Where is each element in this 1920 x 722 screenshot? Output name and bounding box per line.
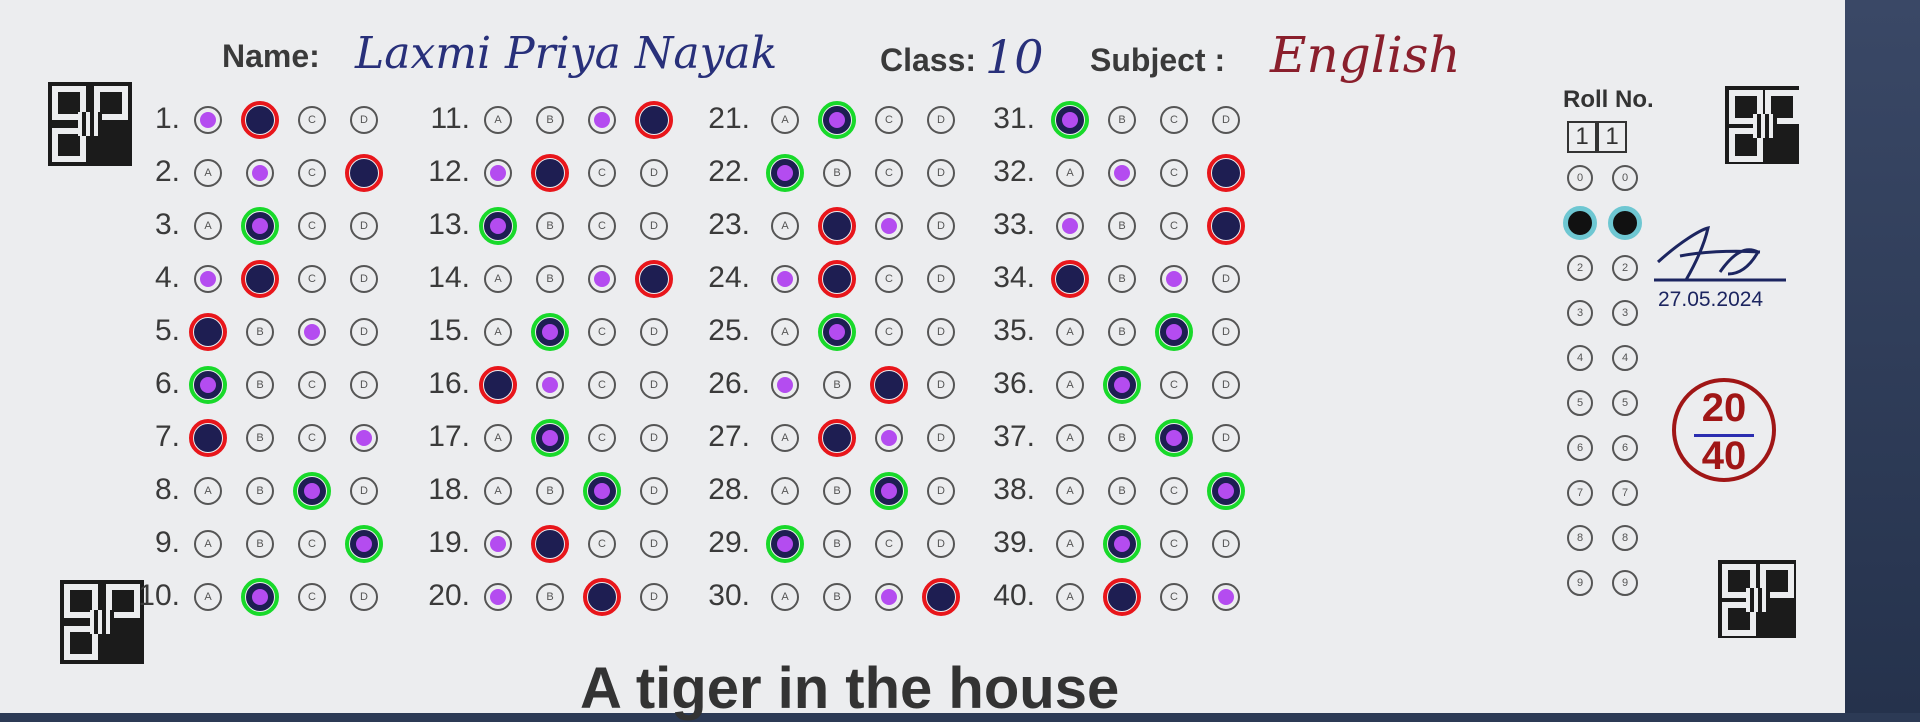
background-fabric <box>1845 0 1920 713</box>
correct-mark-ring <box>818 101 856 139</box>
question-number: 33. <box>993 208 1035 241</box>
answer-bubble[interactable]: A <box>194 212 222 240</box>
answer-bubble[interactable]: D <box>350 477 378 505</box>
roll-digit-bubble[interactable]: 0 <box>1567 165 1593 191</box>
answer-bubble[interactable]: B <box>536 583 564 611</box>
answer-bubble[interactable]: B <box>1108 265 1136 293</box>
answer-bubble[interactable]: A <box>1056 530 1084 558</box>
question-number: 1. <box>154 102 180 135</box>
answer-key-dot <box>881 430 897 446</box>
correct-mark-ring <box>241 207 279 245</box>
answer-bubble[interactable]: D <box>640 583 668 611</box>
answer-bubble[interactable]: D <box>640 212 668 240</box>
question-number: 34. <box>993 261 1035 294</box>
correct-mark-ring <box>766 154 804 192</box>
correct-mark-ring <box>345 525 383 563</box>
answer-bubble[interactable]: C <box>875 265 903 293</box>
class-value: 10 <box>985 30 1044 84</box>
correct-mark-ring <box>1103 366 1141 404</box>
answer-bubble[interactable]: B <box>1108 424 1136 452</box>
roll-number-label: Roll No. <box>1563 86 1654 113</box>
roll-digit-bubble[interactable]: 7 <box>1612 480 1638 506</box>
answer-bubble[interactable]: D <box>350 371 378 399</box>
answer-bubble[interactable]: A <box>194 583 222 611</box>
question-number: 40. <box>993 579 1035 612</box>
answer-bubble[interactable]: D <box>640 477 668 505</box>
answer-bubble[interactable]: D <box>1212 530 1240 558</box>
subject-value: English <box>1270 26 1461 84</box>
answer-key-dot <box>490 536 506 552</box>
answer-bubble[interactable]: C <box>298 106 326 134</box>
correct-mark-ring <box>583 472 621 510</box>
answer-bubble[interactable]: B <box>823 371 851 399</box>
answer-bubble[interactable]: D <box>350 212 378 240</box>
answer-bubble[interactable]: D <box>1212 371 1240 399</box>
answer-bubble[interactable]: B <box>823 477 851 505</box>
question-number: 31. <box>993 102 1035 135</box>
answer-key-dot <box>200 112 216 128</box>
score-stamp <box>1672 378 1776 482</box>
answer-bubble[interactable]: D <box>640 371 668 399</box>
wrong-mark-ring <box>818 207 856 245</box>
question-number: 16. <box>428 367 470 400</box>
answer-bubble[interactable]: C <box>588 212 616 240</box>
correct-mark-ring <box>293 472 331 510</box>
answer-bubble[interactable]: A <box>194 477 222 505</box>
footer-title: A tiger in the house <box>580 656 1120 721</box>
answer-bubble[interactable]: D <box>927 318 955 346</box>
answer-bubble[interactable]: A <box>484 424 512 452</box>
answer-bubble[interactable]: A <box>1056 477 1084 505</box>
question-number: 36. <box>993 367 1035 400</box>
wrong-mark-ring <box>870 366 908 404</box>
answer-bubble[interactable]: C <box>1160 371 1188 399</box>
answer-bubble[interactable]: B <box>246 371 274 399</box>
answer-bubble[interactable]: D <box>927 371 955 399</box>
answer-bubble[interactable]: D <box>927 159 955 187</box>
answer-bubble[interactable]: A <box>484 265 512 293</box>
question-number: 29. <box>708 526 750 559</box>
question-number: 27. <box>708 420 750 453</box>
answer-key-dot <box>356 430 372 446</box>
answer-bubble[interactable]: C <box>298 530 326 558</box>
answer-bubble[interactable]: C <box>1160 212 1188 240</box>
question-number: 10. <box>138 579 180 612</box>
answer-bubble[interactable]: C <box>588 318 616 346</box>
signature-date: 27.05.2024 <box>1658 288 1764 311</box>
answer-bubble[interactable]: A <box>771 106 799 134</box>
answer-key-dot <box>1114 165 1130 181</box>
wrong-mark-ring <box>1207 154 1245 192</box>
answer-bubble[interactable]: A <box>1056 583 1084 611</box>
question-number: 3. <box>154 208 180 241</box>
answer-bubble[interactable]: B <box>1108 212 1136 240</box>
answer-bubble[interactable]: C <box>588 159 616 187</box>
question-number: 24. <box>708 261 750 294</box>
answer-bubble[interactable]: B <box>1108 106 1136 134</box>
wrong-mark-ring <box>189 419 227 457</box>
name-value: Laxmi Priya Nayak <box>355 28 778 79</box>
question-number: 21. <box>708 102 750 135</box>
answer-key-dot <box>1062 218 1078 234</box>
wrong-mark-ring <box>241 101 279 139</box>
roll-digit-bubble[interactable]: 8 <box>1612 525 1638 551</box>
answer-bubble[interactable]: D <box>927 530 955 558</box>
answer-bubble[interactable]: B <box>536 212 564 240</box>
roll-digit-bubble[interactable]: 3 <box>1612 300 1638 326</box>
answer-bubble[interactable]: C <box>1160 530 1188 558</box>
question-number: 2. <box>154 155 180 188</box>
question-number: 35. <box>993 314 1035 347</box>
answer-bubble[interactable]: C <box>298 583 326 611</box>
answer-key-dot <box>490 165 506 181</box>
roll-digit-2: 1 <box>1597 121 1627 153</box>
roll-digit-bubble[interactable]: 2 <box>1612 255 1638 281</box>
wrong-mark-ring <box>1103 578 1141 616</box>
answer-bubble[interactable]: B <box>823 159 851 187</box>
question-number: 32. <box>993 155 1035 188</box>
answer-bubble[interactable]: C <box>875 106 903 134</box>
correct-mark-ring <box>479 207 517 245</box>
question-number: 6. <box>154 367 180 400</box>
question-number: 17. <box>428 420 470 453</box>
correct-mark-ring <box>1155 419 1193 457</box>
answer-bubble[interactable]: C <box>875 318 903 346</box>
question-number: 30. <box>708 579 750 612</box>
answer-bubble[interactable]: C <box>298 212 326 240</box>
question-number: 39. <box>993 526 1035 559</box>
answer-key-dot <box>542 377 558 393</box>
qr-code-top-right <box>1725 86 1799 164</box>
answer-bubble[interactable]: D <box>640 318 668 346</box>
roll-digit-bubble[interactable] <box>1563 206 1597 240</box>
wrong-mark-ring <box>1207 207 1245 245</box>
answer-bubble[interactable]: A <box>771 477 799 505</box>
answer-bubble[interactable]: D <box>640 530 668 558</box>
answer-bubble[interactable]: A <box>1056 424 1084 452</box>
question-number: 22. <box>708 155 750 188</box>
roll-digit-bubble[interactable]: 9 <box>1567 570 1593 596</box>
answer-bubble[interactable]: D <box>927 265 955 293</box>
wrong-mark-ring <box>818 419 856 457</box>
answer-bubble[interactable]: D <box>350 265 378 293</box>
answer-key-dot <box>594 271 610 287</box>
answer-bubble[interactable]: D <box>640 424 668 452</box>
answer-bubble[interactable]: D <box>1212 106 1240 134</box>
answer-bubble[interactable]: D <box>640 159 668 187</box>
roll-digit-bubble[interactable]: 5 <box>1567 390 1593 416</box>
correct-mark-ring <box>818 313 856 351</box>
question-number: 13. <box>428 208 470 241</box>
question-number: 11. <box>430 102 470 135</box>
answer-bubble[interactable]: A <box>771 583 799 611</box>
answer-key-dot <box>881 218 897 234</box>
answer-bubble[interactable]: C <box>588 530 616 558</box>
answer-bubble[interactable]: A <box>484 106 512 134</box>
roll-digit-bubble[interactable]: 6 <box>1567 435 1593 461</box>
roll-digit-bubble[interactable]: 0 <box>1612 165 1638 191</box>
roll-digit-bubble[interactable]: 5 <box>1612 390 1638 416</box>
correct-mark-ring <box>1207 472 1245 510</box>
answer-key-dot <box>777 377 793 393</box>
roll-digit-bubble[interactable]: 2 <box>1567 255 1593 281</box>
question-number: 38. <box>993 473 1035 506</box>
answer-bubble[interactable]: C <box>588 424 616 452</box>
answer-bubble[interactable]: D <box>350 106 378 134</box>
wrong-mark-ring <box>531 525 569 563</box>
correct-mark-ring <box>189 366 227 404</box>
answer-bubble[interactable]: B <box>246 530 274 558</box>
wrong-mark-ring <box>1051 260 1089 298</box>
answer-bubble[interactable]: C <box>875 159 903 187</box>
question-number: 15. <box>428 314 470 347</box>
correct-mark-ring <box>531 419 569 457</box>
answer-bubble[interactable]: C <box>1160 106 1188 134</box>
class-label: Class: <box>880 42 977 78</box>
question-number: 12. <box>428 155 470 188</box>
roll-digit-bubble[interactable]: 6 <box>1612 435 1638 461</box>
subject-label: Subject : <box>1090 42 1226 78</box>
question-number: 5. <box>154 314 180 347</box>
qr-code-bottom-right <box>1718 560 1796 638</box>
correct-mark-ring <box>1051 101 1089 139</box>
answer-key-dot <box>304 324 320 340</box>
wrong-mark-ring <box>635 260 673 298</box>
answer-bubble[interactable]: B <box>536 265 564 293</box>
answer-key-dot <box>881 589 897 605</box>
answer-bubble[interactable]: C <box>875 530 903 558</box>
answer-bubble[interactable]: D <box>927 106 955 134</box>
answer-key-dot <box>200 271 216 287</box>
question-number: 14. <box>428 261 470 294</box>
question-number: 37. <box>993 420 1035 453</box>
score-denominator: 40 <box>1701 434 1747 478</box>
answer-bubble[interactable]: D <box>1212 318 1240 346</box>
answer-bubble[interactable]: B <box>1108 477 1136 505</box>
answer-bubble[interactable]: C <box>1160 159 1188 187</box>
answer-bubble[interactable]: A <box>1056 371 1084 399</box>
answer-key-dot <box>777 271 793 287</box>
question-number: 20. <box>428 579 470 612</box>
roll-digit-bubble[interactable]: 4 <box>1567 345 1593 371</box>
correct-mark-ring <box>1155 313 1193 351</box>
wrong-mark-ring <box>531 154 569 192</box>
answer-bubble[interactable]: A <box>194 159 222 187</box>
answer-bubble[interactable]: A <box>771 318 799 346</box>
answer-bubble[interactable]: A <box>484 477 512 505</box>
question-number: 19. <box>428 526 470 559</box>
correct-mark-ring <box>870 472 908 510</box>
answer-bubble[interactable]: D <box>350 583 378 611</box>
question-number: 18. <box>428 473 470 506</box>
answer-bubble[interactable]: B <box>246 477 274 505</box>
answer-key-dot <box>1166 271 1182 287</box>
answer-bubble[interactable]: B <box>823 530 851 558</box>
answer-bubble[interactable]: C <box>1160 583 1188 611</box>
answer-bubble[interactable]: B <box>536 106 564 134</box>
answer-bubble[interactable]: C <box>298 371 326 399</box>
answer-bubble[interactable]: C <box>298 265 326 293</box>
roll-digit-bubble[interactable]: 7 <box>1567 480 1593 506</box>
answer-bubble[interactable]: D <box>927 212 955 240</box>
answer-bubble[interactable]: B <box>246 318 274 346</box>
answer-bubble[interactable]: A <box>771 424 799 452</box>
answer-bubble[interactable]: D <box>1212 424 1240 452</box>
answer-bubble[interactable]: B <box>1108 318 1136 346</box>
wrong-mark-ring <box>241 260 279 298</box>
question-number: 26. <box>708 367 750 400</box>
answer-key-dot <box>252 165 268 181</box>
question-number: 4. <box>154 261 180 294</box>
answer-key-dot <box>594 112 610 128</box>
answer-bubble[interactable]: A <box>1056 318 1084 346</box>
question-number: 28. <box>708 473 750 506</box>
question-number: 8. <box>154 473 180 506</box>
name-label: Name: <box>222 38 320 74</box>
answer-bubble[interactable]: C <box>298 424 326 452</box>
answer-bubble[interactable]: B <box>536 477 564 505</box>
wrong-mark-ring <box>189 313 227 351</box>
roll-digit-1: 1 <box>1567 121 1597 153</box>
answer-bubble[interactable]: D <box>927 477 955 505</box>
answer-key-dot <box>490 589 506 605</box>
wrong-mark-ring <box>818 260 856 298</box>
roll-digit-bubble[interactable]: 9 <box>1612 570 1638 596</box>
answer-bubble[interactable]: C <box>298 159 326 187</box>
question-number: 9. <box>154 526 180 559</box>
question-number: 23. <box>708 208 750 241</box>
answer-bubble[interactable]: A <box>194 530 222 558</box>
score-numerator: 20 <box>1701 386 1747 430</box>
answer-bubble[interactable]: D <box>1212 265 1240 293</box>
question-number: 25. <box>708 314 750 347</box>
question-number: 7. <box>154 420 180 453</box>
answer-bubble[interactable]: B <box>823 583 851 611</box>
wrong-mark-ring <box>635 101 673 139</box>
answer-bubble[interactable]: B <box>246 424 274 452</box>
answer-bubble[interactable]: D <box>350 318 378 346</box>
signature <box>1650 222 1790 292</box>
correct-mark-ring <box>241 578 279 616</box>
roll-digit-bubble[interactable]: 4 <box>1612 345 1638 371</box>
wrong-mark-ring <box>583 578 621 616</box>
answer-bubble[interactable]: D <box>927 424 955 452</box>
roll-digit-bubble[interactable]: 8 <box>1567 525 1593 551</box>
answer-bubble[interactable]: A <box>1056 159 1084 187</box>
correct-mark-ring <box>766 525 804 563</box>
roll-digit-bubble[interactable] <box>1608 206 1642 240</box>
correct-mark-ring <box>1103 525 1141 563</box>
correct-mark-ring <box>531 313 569 351</box>
answer-bubble[interactable]: A <box>484 318 512 346</box>
answer-bubble[interactable]: C <box>588 371 616 399</box>
wrong-mark-ring <box>479 366 517 404</box>
wrong-mark-ring <box>922 578 960 616</box>
roll-digit-bubble[interactable]: 3 <box>1567 300 1593 326</box>
wrong-mark-ring <box>345 154 383 192</box>
answer-key-dot <box>1218 589 1234 605</box>
answer-bubble[interactable]: A <box>771 212 799 240</box>
answer-bubble[interactable]: C <box>1160 477 1188 505</box>
